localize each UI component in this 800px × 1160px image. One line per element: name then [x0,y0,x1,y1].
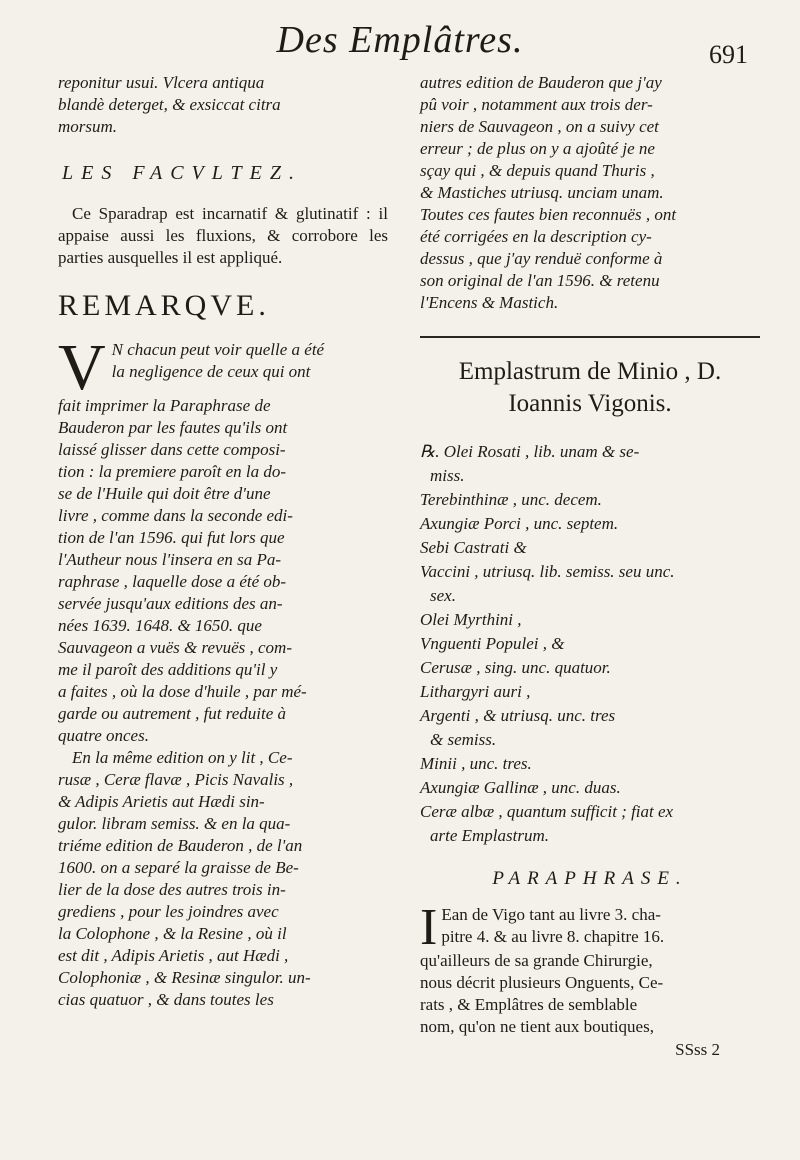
recipe-line: & semiss. [430,730,497,749]
text-line: grediens , pour les joindres avec [58,902,279,921]
text-line: autres edition de Bauderon que j'ay [420,73,662,92]
recipe-line: Argenti , & utriusq. unc. tres [420,706,616,725]
text-line: N chacun peut voir quelle a été [111,340,325,359]
text-line: pû voir , notamment aux trois der- [420,95,653,114]
recipe-line: arte Emplastrum. [430,826,549,845]
text-line: blandè deterget, & exsiccat citra [58,95,281,114]
intro-text [58,72,388,138]
text-line: rats , & Emplâtres de semblable [420,995,638,1014]
recipe-line: Lithargyri auri , [420,682,531,701]
paraphrase-heading: PARAPHRASE. [492,868,688,889]
text-line: morsum. [58,117,118,136]
text-line: & Adipis Arietis aut Hædi sin- [58,792,265,811]
text-line: fait imprimer la Paraphrase de [58,396,271,415]
text-line: servée jusqu'aux editions des an- [58,594,283,613]
section-divider [420,336,760,338]
recipe-line: Vnguenti Populei , & [420,634,565,653]
text-line: Toutes ces fautes bien reconnuës , ont [420,205,677,224]
text-line: sçay qui , & depuis quand Thuris , [420,161,655,180]
text-line: En la même edition on y lit , Ce- [72,748,293,767]
recipe-line: Cerusæ , sing. unc. quatuor. [420,658,611,677]
right-column [420,72,760,1060]
text-line: tion de l'an 1596. qui fut lors que [58,528,285,547]
remarque-heading: REMARQVE. [58,289,270,322]
text-line: tion : la premiere paroît en la do- [58,462,287,481]
recipe-line: Axungiæ Gallinæ , unc. duas. [420,778,621,797]
text-line: a faites , où la dose d'huile , par mé- [58,682,307,701]
text-line: me il paroît des additions qu'il y [58,660,278,679]
text-line: erreur ; de plus on y a ajoûté je ne [420,139,655,158]
text-line: livre , comme dans la seconde edi- [58,506,293,525]
facultez-heading: LES FACVLTEZ. [62,162,302,184]
text-line: cias quatuor , & dans toutes les [58,990,274,1009]
recipe-line: Sebi Castrati & [420,538,527,557]
text-line: rusæ , Ceræ flavæ , Picis Navalis , [58,770,294,789]
text-line: se de l'Huile qui doit être d'une [58,484,271,503]
recipe-title-line: Ioannis Vigonis. [508,390,672,417]
recipe-line: Terebinthinæ , unc. decem. [420,490,602,509]
recipe-title-line: Emplastrum de Minio , D. [458,358,722,385]
continuation-text [420,72,760,314]
recipe-line: Minii , unc. tres. [420,754,532,773]
text-line: laissé glisser dans cette composi- [58,440,286,459]
text-line: l'Autheur nous l'insera en sa Pa- [58,550,282,569]
drop-cap: I [420,899,438,956]
text-line: quatre onces. [58,726,149,745]
running-head: Des Emplâtres. [276,19,524,61]
recipe-title [420,356,760,420]
text-line: Bauderon par les fautes qu'ils ont [58,418,288,437]
remarque-body [58,331,388,1011]
recipe-list [420,440,760,848]
left-column [58,72,388,1011]
text-line: nom, qu'on ne tient aux boutiques, [420,1017,654,1036]
text-line: nées 1639. 1648. & 1650. que [58,616,262,635]
drop-cap: V [58,331,106,404]
recipe-line: sex. [430,586,456,605]
text-line: été corrigées en la description cy- [420,227,652,246]
text-line: la negligence de ceux qui ont [111,362,311,381]
text-line: l'Encens & Mastich. [420,293,559,312]
recipe-line: miss. [430,466,465,485]
text-line: Sauvageon a vuës & revuës , com- [58,638,292,657]
recipe-line: Ceræ albæ , quantum sufficit ; fiat ex [420,802,674,821]
recipe-line: ℞. Olei Rosati , lib. unam & se- [420,442,640,461]
text-line: & Mastiches utriusq. unciam unam. [420,183,664,202]
text-line: triéme edition de Bauderon , de l'an [58,836,303,855]
text-line: dessus , que j'ay renduë conforme à [420,249,663,268]
text-line: raphrase , laquelle dose a été ob- [58,572,287,591]
text-line: reponitur usui. Vlcera antiqua [58,73,265,92]
paraphrase-body [420,899,760,1038]
text-line: niers de Sauvageon , on a suivy cet [420,117,659,136]
text-line: gulor. libram semiss. & en la qua- [58,814,291,833]
recipe-line: Vaccini , utriusq. lib. semiss. seu unc. [420,562,675,581]
text-line: pitre 4. & au livre 8. chapitre 16. [441,927,665,946]
text-line: Ean de Vigo tant au livre 3. cha- [441,905,661,924]
text-line: la Colophone , & la Resine , où il [58,924,287,943]
text-line: lier de la dose des autres trois in- [58,880,286,899]
text-line: est dit , Adipis Arietis , aut Hædi , [58,946,289,965]
text-line: qu'ailleurs de sa grande Chirurgie, [420,951,653,970]
text-line: nous décrit plusieurs Onguents, Ce- [420,973,664,992]
text-line: garde ou autrement , fut reduite à [58,704,287,723]
facultez-paragraph: Ce Sparadrap est incarnatif & glutinatif : il appaise aussi les fluxions, & corrobore les parties ausquelles il est appliqué. [58,204,388,267]
recipe-line: Olei Myrthini , [420,610,522,629]
text-line: Colophoniæ , & Resinæ singulor. un- [58,968,311,987]
text-line: 1600. on a separé la graisse de Be- [58,858,299,877]
recipe-line: Axungiæ Porci , unc. septem. [420,514,619,533]
text-line: son original de l'an 1596. & retenu [420,271,660,290]
page-number: 691 [709,40,748,69]
signature-mark: SSss 2 [675,1040,720,1059]
